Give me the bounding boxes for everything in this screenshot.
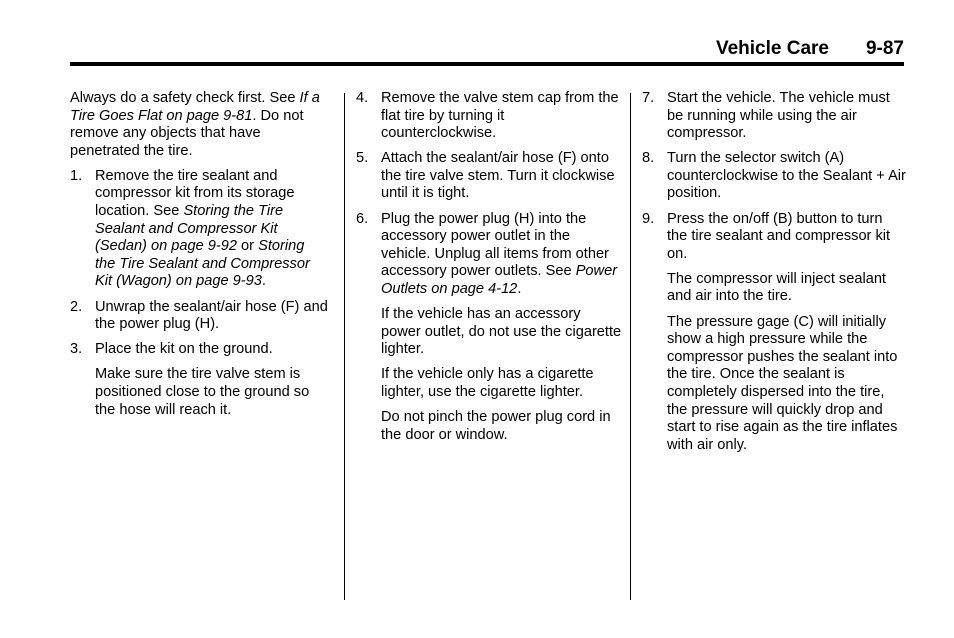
list-item: 6. Plug the power plug (H) into the accessory power outlet in the vehicle. Unplug all items from other accessory power outlets. See Power Outlets on page 4-12.	[356, 210, 618, 297]
step-text: Start the vehicle. The vehicle must be running while using the air compressor.	[667, 90, 890, 142]
step-number: 4.	[356, 90, 369, 106]
step-number: 9.	[642, 210, 655, 227]
step-text: Press the on/off (B) button to turn the tire sealant and compressor kit on.	[667, 210, 891, 262]
cross-reference-link[interactable]: Storing the Tire Sealant and Compressor Kit (Wagon) on page 9-93	[95, 238, 310, 290]
step-note: The pressure gage (C) will initially show a high pressure while the compressor pushes the sealant into the tire. Once the sealant is completely dispersed into the tire, the pressure will quickly drop and start to rise again as the tire inflates with air only.	[667, 313, 898, 453]
step-text: Remove the valve stem cap from the flat tire by turning it counterclockwise.	[381, 90, 619, 142]
list-item	[356, 150, 622, 203]
cross-reference-link[interactable]: Storing the Tire Sealant and Compressor Kit (Sedan) on page 9-92	[95, 203, 284, 255]
list-item	[642, 150, 906, 203]
list-item	[70, 299, 328, 334]
step-number: 2.	[70, 298, 83, 315]
step-note: If the vehicle only has a cigarette lighter, use the cigarette lighter.	[381, 366, 594, 400]
page-header	[70, 38, 904, 64]
cross-reference-link[interactable]: If a Tire Goes Flat on page 9-81	[70, 90, 320, 124]
section-title: Vehicle Care	[715, 38, 829, 59]
step-number: 8.	[642, 150, 655, 167]
step-text: Place the kit on the ground.	[95, 341, 273, 358]
list-item	[70, 341, 328, 359]
column-divider	[344, 93, 345, 600]
step-number: 5.	[356, 150, 369, 167]
step-note: The compressor will inject sealant and air into the tire.	[667, 270, 886, 305]
column-left	[70, 90, 328, 427]
list-item	[356, 90, 622, 143]
list-item: 1. Remove the tire sealant and compressor kit from its storage location. See Storing the Tire Sealant and Compressor Kit (Sedan) on page 9-92 or Storing the Tire Sealant and Compressor Kit (Wagon) on page 9-93.	[70, 167, 310, 290]
column-middle	[356, 90, 622, 452]
header-rule	[70, 62, 904, 66]
step-note: If the vehicle has an accessory power outlet, do not use the cigarette lighter.	[381, 306, 622, 358]
step-text: Unwrap the sealant/air hose (F) and the power plug (H).	[95, 298, 328, 333]
step-number: 3.	[70, 341, 83, 358]
column-right	[642, 90, 906, 462]
step-note: Make sure the tire valve stem is positioned close to the ground so the hose will reach it.	[95, 366, 310, 418]
step-note: Do not pinch the power plug cord in the door or window.	[381, 409, 611, 443]
intro-paragraph: Always do a safety check first. See If a Tire Goes Flat on page 9-81. Do not remove any objects that have penetrated the tire.	[70, 90, 320, 159]
step-number: 6.	[356, 210, 369, 227]
list-item	[642, 211, 906, 264]
cross-reference-link[interactable]: Power Outlets on page 4-12	[381, 263, 618, 297]
step-number: 1.	[70, 167, 83, 184]
step-text: Turn the selector switch (A) counterclockwise to the Sealant + Air position.	[667, 150, 906, 202]
step-text: Attach the sealant/air hose (F) onto the tire valve stem. Turn it clockwise until it is tight.	[381, 150, 615, 202]
list-item	[642, 90, 906, 143]
column-divider	[630, 93, 631, 600]
page-number: 9-87	[865, 38, 904, 59]
step-number: 7.	[642, 90, 655, 106]
